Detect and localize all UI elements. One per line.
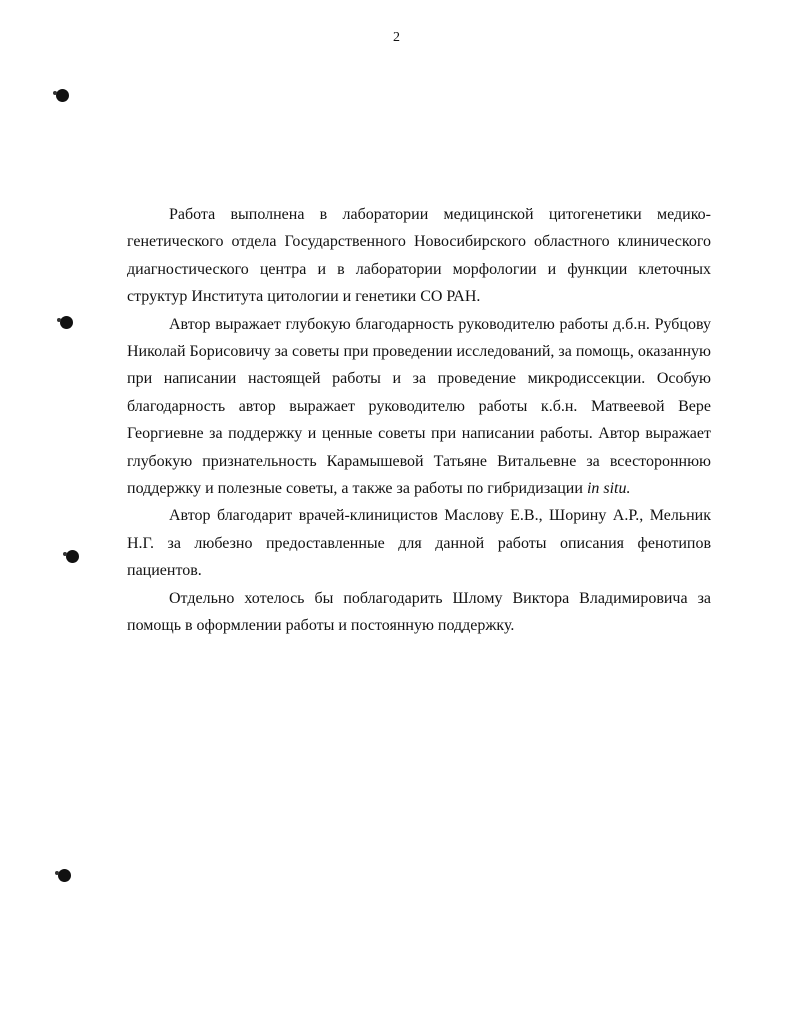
paragraph-text: Отдельно хотелось бы поблагодарить Шлому Виктора Владимировича за помощь в оформлении работы и постоянную поддержку. — [127, 589, 711, 635]
paragraph-text: Автор благодарит врачей-клиницистов Маслову Е.В., Шорину А.Р., Мельник Н.Г. за любезно предоставленные для данной работы описания фенотипов пациентов. — [127, 507, 711, 580]
paragraph-additional-thanks — [127, 585, 711, 640]
paragraph-work-location — [127, 201, 711, 311]
binding-hole-mark — [56, 89, 69, 102]
paragraph-clinicians-thanks — [127, 502, 711, 584]
binding-hole-mark — [58, 869, 71, 882]
paragraph-supervisors-thanks — [127, 311, 711, 503]
page-number: 2 — [393, 30, 400, 45]
acknowledgements-text — [127, 201, 711, 640]
paragraph-text: Автор выражает глубокую благодарность руководителю работы д.б.н. Рубцову Николай Борисовичу за советы при проведении исследований, за помощь, оказанную при написании настоящей работы и за проведение микродиссекции. Особую благодарность автор выражает руководителю работы к.б.н. Матвеевой Вере Георгиевне за поддержку и ценные советы при написании работы. Автор выражает глубокую признательность Карамышевой Татьяне Витальевне за всестороннюю поддержку и полезные советы, а также за работы по гибридизации — [127, 315, 711, 498]
paragraph-text: Работа выполнена в лаборатории медицинской цитогенетики медико-генетического отдела Государственного Новосибирского областного клинического диагностического центра и в лаборатории морфологии и функции клеточных структур Института цитологии и генетики СО РАН. — [127, 206, 711, 306]
binding-hole-mark — [60, 316, 73, 329]
italic-term: in situ. — [586, 480, 631, 498]
binding-hole-mark — [66, 550, 79, 563]
